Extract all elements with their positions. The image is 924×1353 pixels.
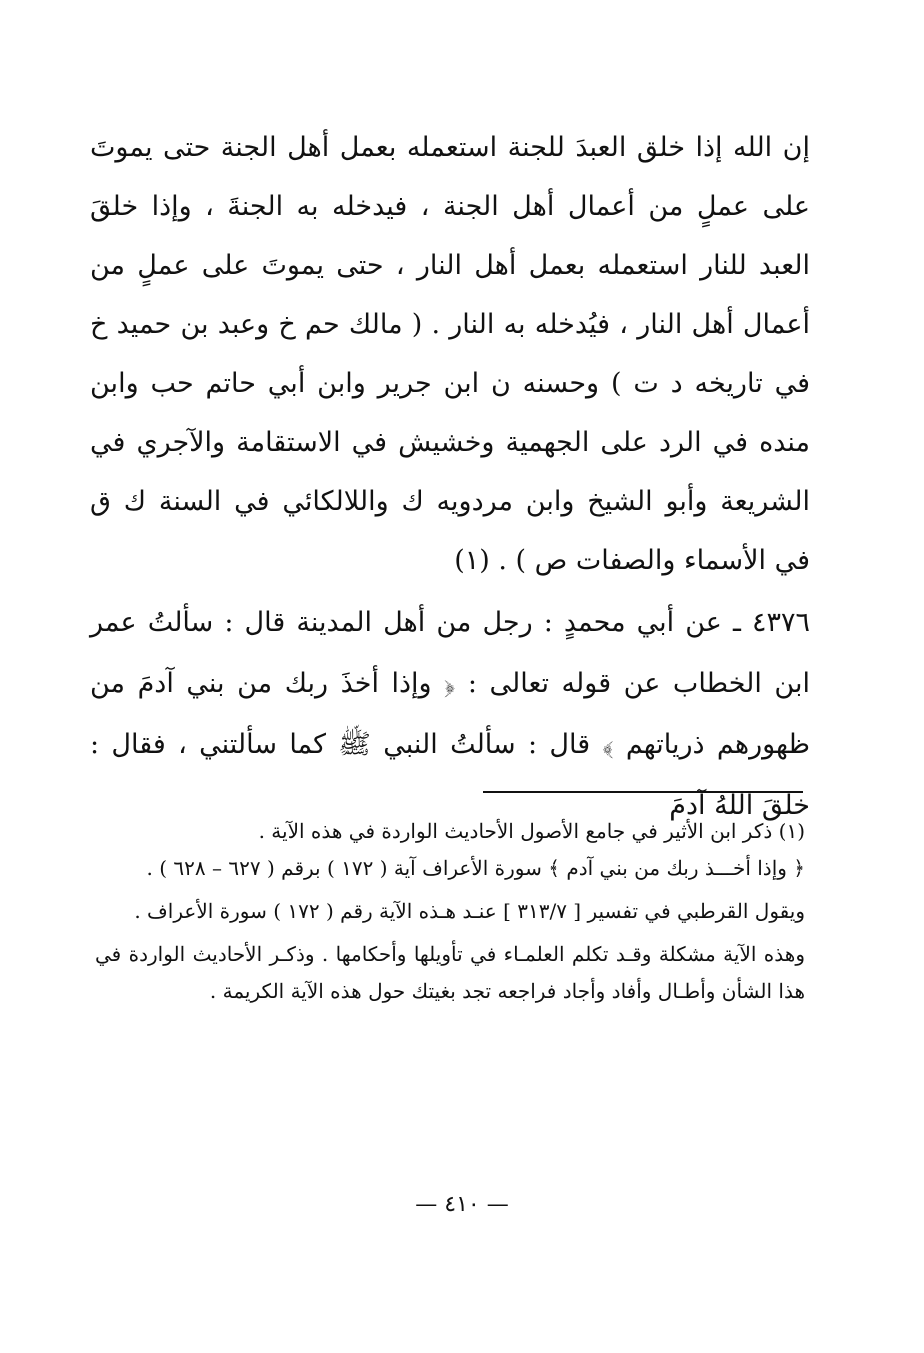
footnote-line: وهذه الآية مشكلة وقـد تكلم العلمـاء في تأويلها وأحكامها . وذكـر الأحاديث الواردة في هذا الشأن وأطـال وأفاد وأجاد فراجعه تجد بغيتك حول هذه الآية الكريمة . <box>95 942 805 1003</box>
page-number: — ٤١٠ — <box>415 1192 509 1217</box>
footnote-divider <box>483 791 803 793</box>
main-text-block <box>90 118 810 590</box>
hadith-block <box>90 592 810 836</box>
footnote-line: ﴿ وإذا أخـــذ ربك من بني آدم ﴾ سورة الأعراف آية ( ١٧٢ ) برقم ( ٦٢٧ – ٦٢٨ ) . <box>146 856 805 880</box>
hadith-text: ٤٣٧٦ ـ عن أبي محمدٍ : رجل من أهل المدينة قال : سألتُ عمر ابن الخطاب عن قوله تعالى : ﴿ وإذا أخذَ ربك من بني آدمَ من ظهورهم ذرياتهم ﴾ قال : سألتُ النبي ﷺ كما سألتني ، فقال : خلقَ اللهُ آدمَ <box>90 607 810 821</box>
footnote-line: (١) ذكر ابن الأثير في جامع الأصول الأحاديث الواردة في هذه الآية . <box>258 819 805 843</box>
footnote-line: ويقول القرطبي في تفسير [ ٣١٣/٧ ] عنـد هـذه الآية رقم ( ١٧٢ ) سورة الأعراف . <box>134 899 805 923</box>
main-paragraph: إن الله إذا خلق العبدَ للجنة استعمله بعمل أهل الجنة حتى يموتَ على عملٍ من أعمال أهل الجنة ، فيدخله به الجنةَ ، وإذا خلقَ العبد للنار استعمله بعمل أهل النار ، حتى يموتَ على عملٍ من أعمال أهل النار ، فيُدخله به النار . ( مالك حم خ وعبد بن حميد خ في تاريخه د ت ) وحسنه ن ابن جرير وابن أبي حاتم حب وابن منده في الرد على الجهمية وخشيش في الاستقامة والآجري في الشريعة وأبو الشيخ وابن مردويه ك واللالكائي في السنة ك ق في الأسماء والصفات ص ) . (١) <box>90 132 811 576</box>
footnotes-block <box>95 813 805 1010</box>
